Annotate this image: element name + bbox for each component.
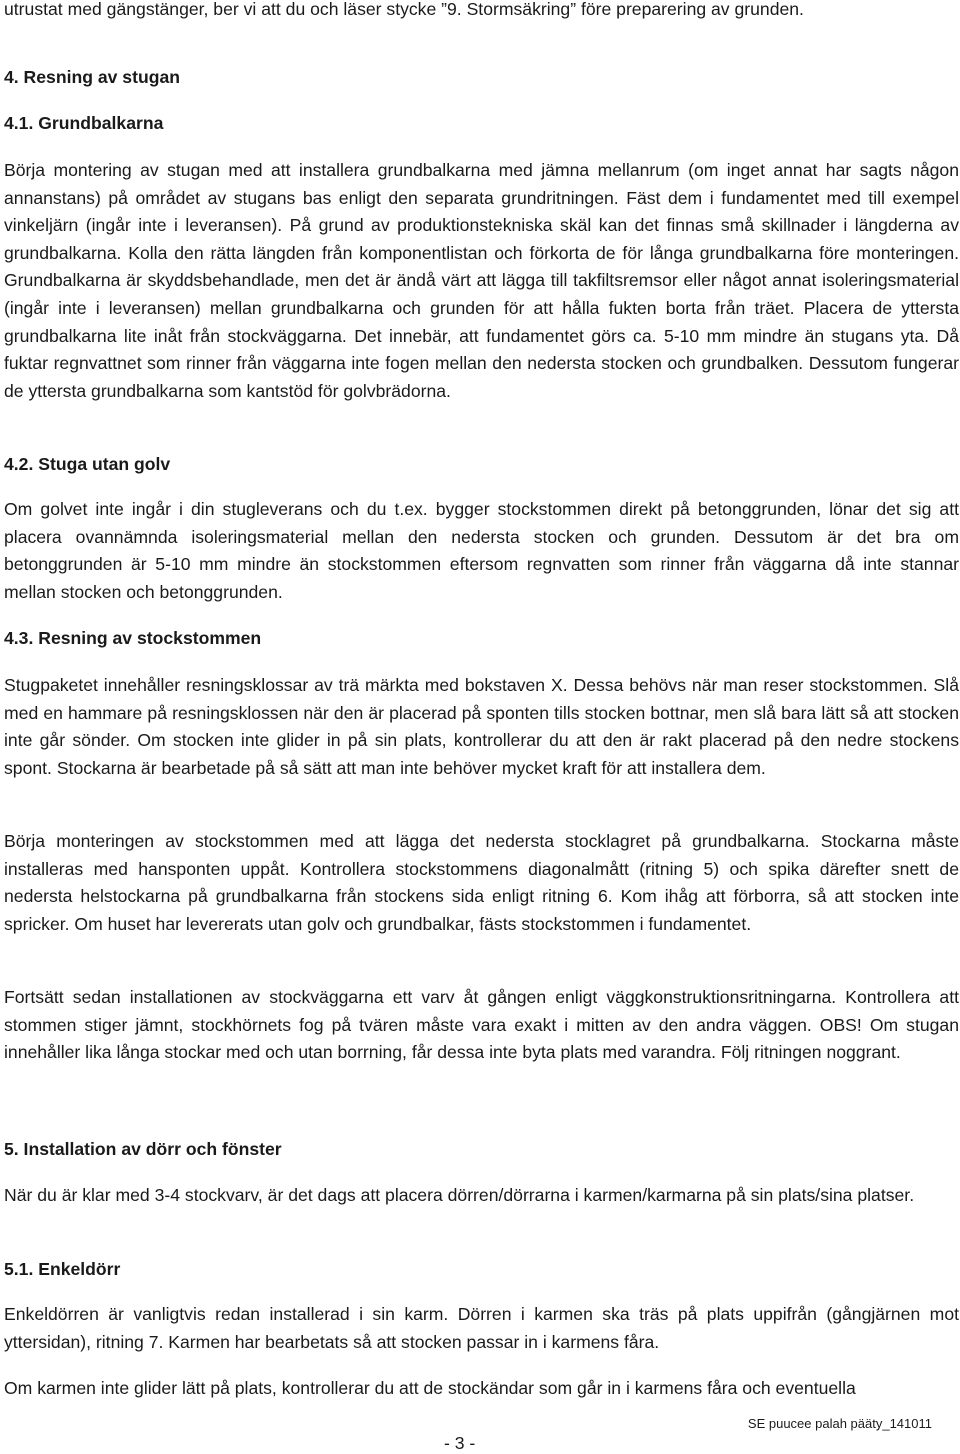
section-5-1-paragraph-1: Enkeldörren är vanligtvis redan installerad i sin karm. Dörren i karmen ska träs på plats uppifrån (gångjärnen mot yttersidan), ritning 7. Karmen har bearbetats så att stocken passar in i karmens fåra. xyxy=(4,1304,959,1352)
intro-paragraph: utrustat med gängstänger, ber vi att du och läser stycke ”9. Stormsäkring” före preparering av grunden. xyxy=(4,0,804,19)
section-4-heading: 4. Resning av stugan xyxy=(4,67,180,87)
section-4-3-heading: 4.3. Resning av stockstommen xyxy=(4,628,262,648)
section-4-3-paragraph-3: Fortsätt sedan installationen av stockväggarna ett varv åt gången enligt väggkonstruktionsritningarna. Kontrollera att stommen stiger jämnt, stockhörnets fog på tvären måste vara exakt i mitten av den andra väggen. OBS! Om stugan innehåller lika långa stockar med och utan borrning, får dessa inte byta plats med varandra. Följ ritningen noggrant. xyxy=(4,987,959,1063)
section-5-1-heading: 5.1. Enkeldörr xyxy=(4,1259,121,1279)
section-4-3-paragraph-2: Börja monteringen av stockstommen med att lägga det nedersta stocklagret på grundbalkarna. Stockarna måste installeras med hansponten uppåt. Kontrollera stockstommens diagonalmått (ritning 5) och spika därefter snett de nedersta helstockarna på grundbalkarna från stockens sida enligt ritning 6. Kom ihåg att förborra, så att stocken inte spricker. Om huset har levererats utan golv och grundbalkar, fästs stockstommen i fundamentet. xyxy=(4,831,959,934)
section-4-1-heading: 4.1. Grundbalkarna xyxy=(4,113,164,133)
section-4-2-paragraph: Om golvet inte ingår i din stugleverans och du t.ex. bygger stockstommen direkt på betonggrunden, lönar det sig att placera ovannämnda isoleringsmaterial mellan den nedersta stocken och grunden. Dessutom är det bra om betonggrunden är 5-10 mm mindre än stockstommen eftersom regnvatten som rinner från väggarna då inte stannar mellan stocken och betonggrunden. xyxy=(4,499,959,602)
section-4-1-paragraph: Börja montering av stugan med att installera grundbalkarna med jämna mellanrum (om inget annat har sagts någon annanstans) på området av stugans bas enligt den separata grundritningen. Fäst dem i fundamentet med till exempel vinkeljärn (ingår inte i leveransen). På grund av produktionstekniska skäl kan det finnas små skillnader i längderna av grundbalkarna. Kolla den rätta längden från komponentlistan och förkorta de för långa grundbalkarna före monteringen. Grundbalkarna är skyddsbehandlade, men det är ändå värt att lägga till takfiltsremsor eller något annat isoleringsmaterial (ingår inte i leveransen) mellan grundbalkarna och grunden för att hålla fukten borta från träet. Placera de yttersta grundbalkarna lite inåt från stockväggarna. Det innebär, att fundamentet görs ca. 5-10 mm mindre än stugans yta. Då fuktar regnvattnet som rinner från väggarna inte fogen mellan den nedersta stocken och grundbalken. Dessutom fungerar de yttersta grundbalkarna som kantstöd för golvbrädorna. xyxy=(4,160,959,401)
document-code: SE puucee palah pääty_141011 xyxy=(747,1416,932,1431)
section-4-2-heading: 4.2. Stuga utan golv xyxy=(4,454,171,474)
page-number: - 3 - xyxy=(444,1433,476,1453)
section-5-1-paragraph-2: Om karmen inte glider lätt på plats, kontrollerar du att de stockändar som går in i karmens fåra och eventuella xyxy=(4,1378,856,1398)
section-4-3-paragraph-1: Stugpaketet innehåller resningsklossar av trä märkta med bokstaven X. Dessa behövs när man reser stockstommen. Slå med en hammare på resningsklossen när den är placerad på sponten tills stocken bottnar, men slå bara lätt så att stocken inte går sönder. Om stocken inte glider in på sin plats, kontrollerar du att den är rakt placerad på den nedre stockens spont. Stockarna är bearbetade på så sätt att man inte behöver mycket kraft för att installera dem. xyxy=(4,675,959,778)
section-5-paragraph: När du är klar med 3-4 stockvarv, är det dags att placera dörren/dörrarna i karmen/karmarna på sin plats/sina platser. xyxy=(4,1185,915,1205)
section-5-heading: 5. Installation av dörr och fönster xyxy=(4,1139,282,1159)
